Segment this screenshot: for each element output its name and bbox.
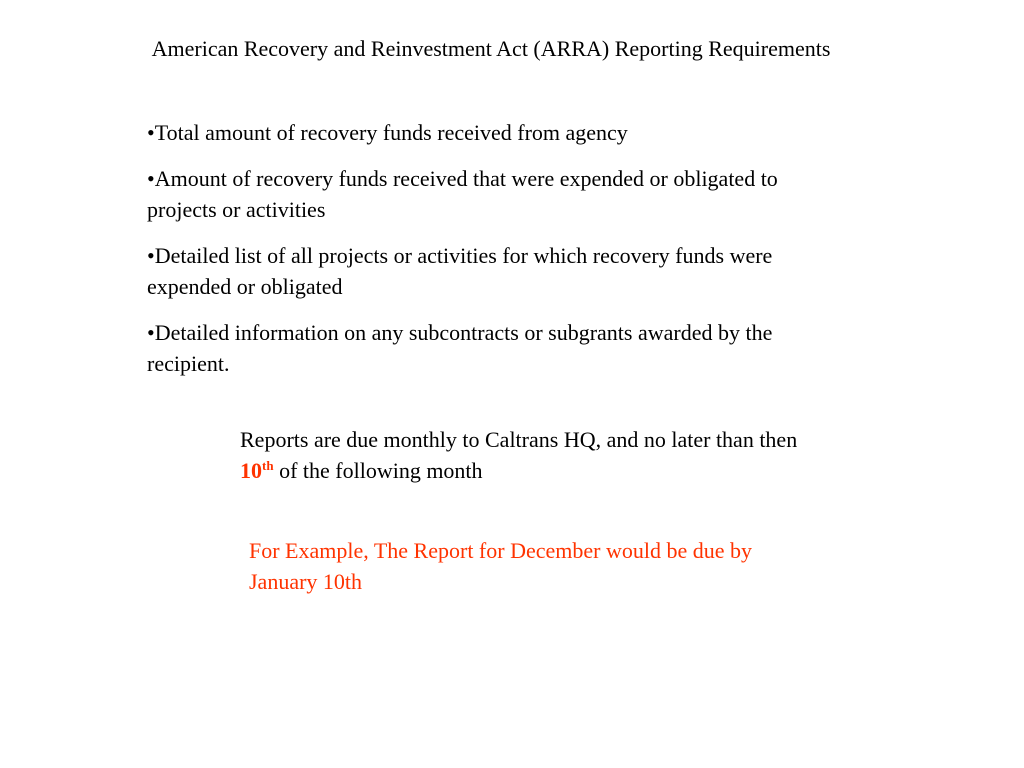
requirement-item bbox=[147, 163, 847, 225]
slide-title: American Recovery and Reinvestment Act (ARRA) Reporting Requirements bbox=[151, 36, 831, 61]
bullet-marker: • bbox=[147, 120, 155, 145]
due-day-highlight bbox=[240, 458, 274, 483]
requirement-text: Detailed information on any subcontracts or subgrants awarded by the recipient. bbox=[147, 320, 773, 376]
requirement-item bbox=[147, 240, 847, 302]
due-day-suffix: th bbox=[262, 458, 274, 473]
requirements-list bbox=[147, 117, 847, 379]
requirement-text: Amount of recovery funds received that were expended or obligated to projects or activities bbox=[147, 166, 778, 222]
bullet-marker: • bbox=[147, 320, 155, 345]
bullet-marker: • bbox=[147, 166, 155, 191]
requirement-item bbox=[147, 117, 847, 148]
due-note-text-end: of the following month bbox=[273, 458, 483, 483]
example-note: For Example, The Report for December would be due by January 10th bbox=[249, 538, 753, 594]
due-day-number: 10 bbox=[240, 458, 262, 483]
due-note-text: Reports are due monthly to Caltrans HQ, and no later than then bbox=[240, 427, 798, 452]
requirement-item bbox=[147, 317, 847, 379]
requirement-text: Total amount of recovery funds received from agency bbox=[154, 120, 628, 145]
due-date-note bbox=[240, 424, 810, 486]
bullet-marker: • bbox=[147, 243, 155, 268]
requirement-text: Detailed list of all projects or activities for which recovery funds were expended or obligated bbox=[147, 243, 773, 299]
